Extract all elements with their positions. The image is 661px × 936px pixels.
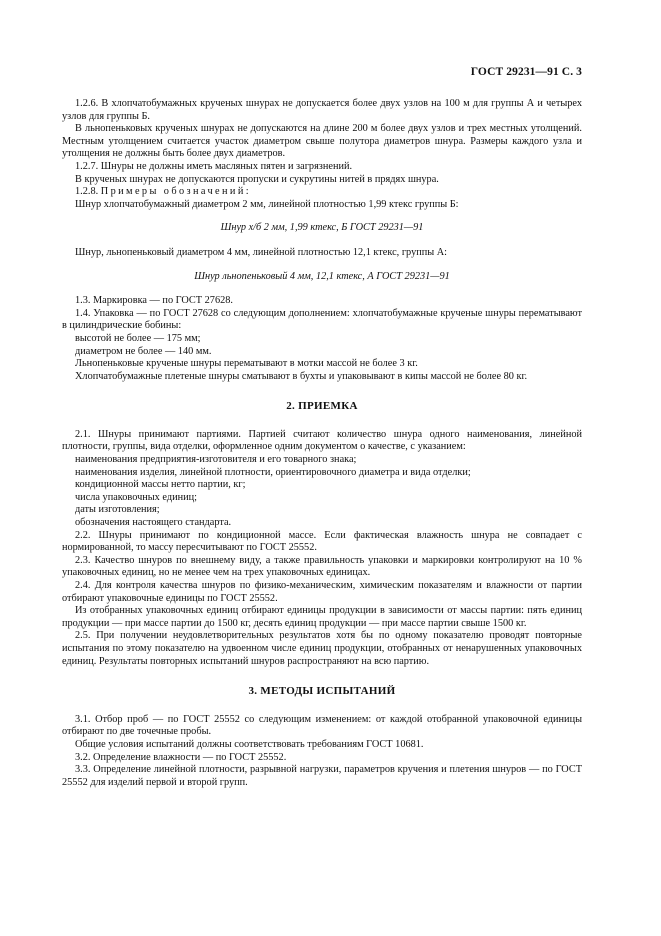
paragraph-3-1-conditions: Общие условия испытаний должны соответствовать требованиям ГОСТ 10681.: [75, 738, 424, 750]
example-2-description: Шнур, льнопеньковый диаметром 4 мм, линейной плотностью 12,1 ктекс, группы А:: [75, 246, 448, 258]
page-header: ГОСТ 29231—91 С. 3: [470, 66, 582, 78]
packing-height: высотой не более — 175 мм;: [75, 332, 201, 344]
packing-cotton: Хлопчатобумажные плетеные шнуры сматывают в бухты и упаковывают в кипы массой не более 80 кг.: [75, 370, 528, 382]
paragraph-1-2-7: 1.2.7. Шнуры не должны иметь масляных пятен и загрязнений.: [75, 160, 353, 172]
paragraph-1-2-7-twisted: В крученых шнурах не допускаются пропуски и сукрутины нитей в прядях шнура.: [75, 173, 439, 185]
paragraph-2-4-sampling: Из отобранных упаковочных единиц отбирают единицы продукции в зависимости от массы партии: пять единиц продукции — при массе партии до 1500 кг, десять единиц продукции — при массе партии свыше 1500 кг.: [62, 605, 582, 629]
paragraph-2-4: 2.4. Для контроля качества шнуров по физико-механическим, химическим показателям и влажности от партии отбирают упаковочные единицы по ГОСТ 25552.: [62, 580, 582, 604]
document-body: [62, 98, 582, 789]
paragraph-1-2-6: 1.2.6. В хлопчатобумажных крученых шнурах не допускается более двух узлов на 100 м для группы А и четырех узлов для группы Б.: [62, 98, 582, 122]
paragraph-1-2-6-flax: В льнопеньковых крученых шнурах не допускаются на длине 200 м более двух узлов и трех местных утолщений. Местным утолщением считается участок диаметром свыше полутора диаметров шнура. Размеры каждого узла и утолщения не должны быть более двух диаметров.: [62, 123, 582, 160]
paragraph-2-5: 2.5. При получении неудовлетворительных результатов хотя бы по одному показателю проводят повторные испытания по этому показателю на удвоенном числе единиц продукции, отобранных от ненарушенных упаковочных единиц. Результаты повторных испытаний шнуров распространяют на всю партию.: [62, 630, 582, 667]
example-2-designation: Шнур льнопеньковый 4 мм, 12,1 ктекс, А ГОСТ 29231—91: [194, 270, 450, 282]
example-1-description: Шнур хлопчатобумажный диаметром 2 мм, линейной плотностью 1,99 ктекс группы Б:: [75, 198, 459, 210]
list-item: наименования предприятия-изготовителя и его товарного знака;: [75, 454, 357, 466]
list-item: даты изготовления;: [75, 504, 160, 516]
paragraph-3-1: 3.1. Отбор проб — по ГОСТ 25552 со следующим изменением: от каждой отобранной упаковочной единицы отбирают по две точечные пробы.: [62, 713, 582, 738]
paragraph-1-4: 1.4. Упаковка — по ГОСТ 27628 со следующим дополнением: хлопчатобумажные крученые шнуры перематывают в цилиндрические бобины:: [62, 307, 582, 332]
paragraph-3-2: 3.2. Определение влажности — по ГОСТ 25552.: [75, 751, 287, 763]
section-3-title: 3. МЕТОДЫ ИСПЫТАНИЙ: [248, 685, 396, 698]
paragraph-3-3: 3.3. Определение линейной плотности, разрывной нагрузки, параметров кручения и плетения шнуров — по ГОСТ 25552 для изделий первой и второй групп.: [62, 764, 582, 788]
section-2-title: 2. ПРИЕМКА: [286, 400, 358, 413]
list-item: наименования изделия, линейной плотности, ориентировочного диаметра и вида отделки;: [75, 466, 471, 478]
packing-flax: Льнопеньковые крученые шнуры перематывают в мотки массой не более 3 кг.: [75, 358, 418, 370]
clause-number: 1.2.8.: [75, 186, 99, 198]
examples-heading: Примеры обозначений:: [100, 186, 251, 198]
paragraph-2-2: 2.2. Шнуры принимают по кондиционной массе. Если фактическая влажность шнура не совпадает с нормированной, то массу пересчитывают по ГОСТ 25552.: [62, 529, 582, 554]
example-1-designation: Шнур х/б 2 мм, 1,99 ктекс, Б ГОСТ 29231—91: [220, 222, 424, 234]
list-item: числа упаковочных единиц;: [75, 491, 197, 503]
packing-diameter: диаметром не более — 140 мм.: [75, 345, 212, 357]
paragraph-1-2-8: [62, 186, 582, 199]
paragraph-2-1: 2.1. Шнуры принимают партиями. Партией считают количество шнура одного наименования, линейной плотности, группы, вида отделки, оформленное одним документом о качестве, с указанием:: [62, 428, 582, 453]
paragraph-2-3: 2.3. Качество шнуров по внешнему виду, а также правильность упаковки и маркировки контролируют на 10 % упаковочных единиц, но не менее чем на трех упаковочных единицах.: [62, 554, 582, 579]
list-item: кондиционной массы нетто партии, кг;: [75, 479, 246, 491]
paragraph-1-3: 1.3. Маркировка — по ГОСТ 27628.: [75, 295, 233, 307]
list-item: обозначения настоящего стандарта.: [75, 517, 232, 529]
